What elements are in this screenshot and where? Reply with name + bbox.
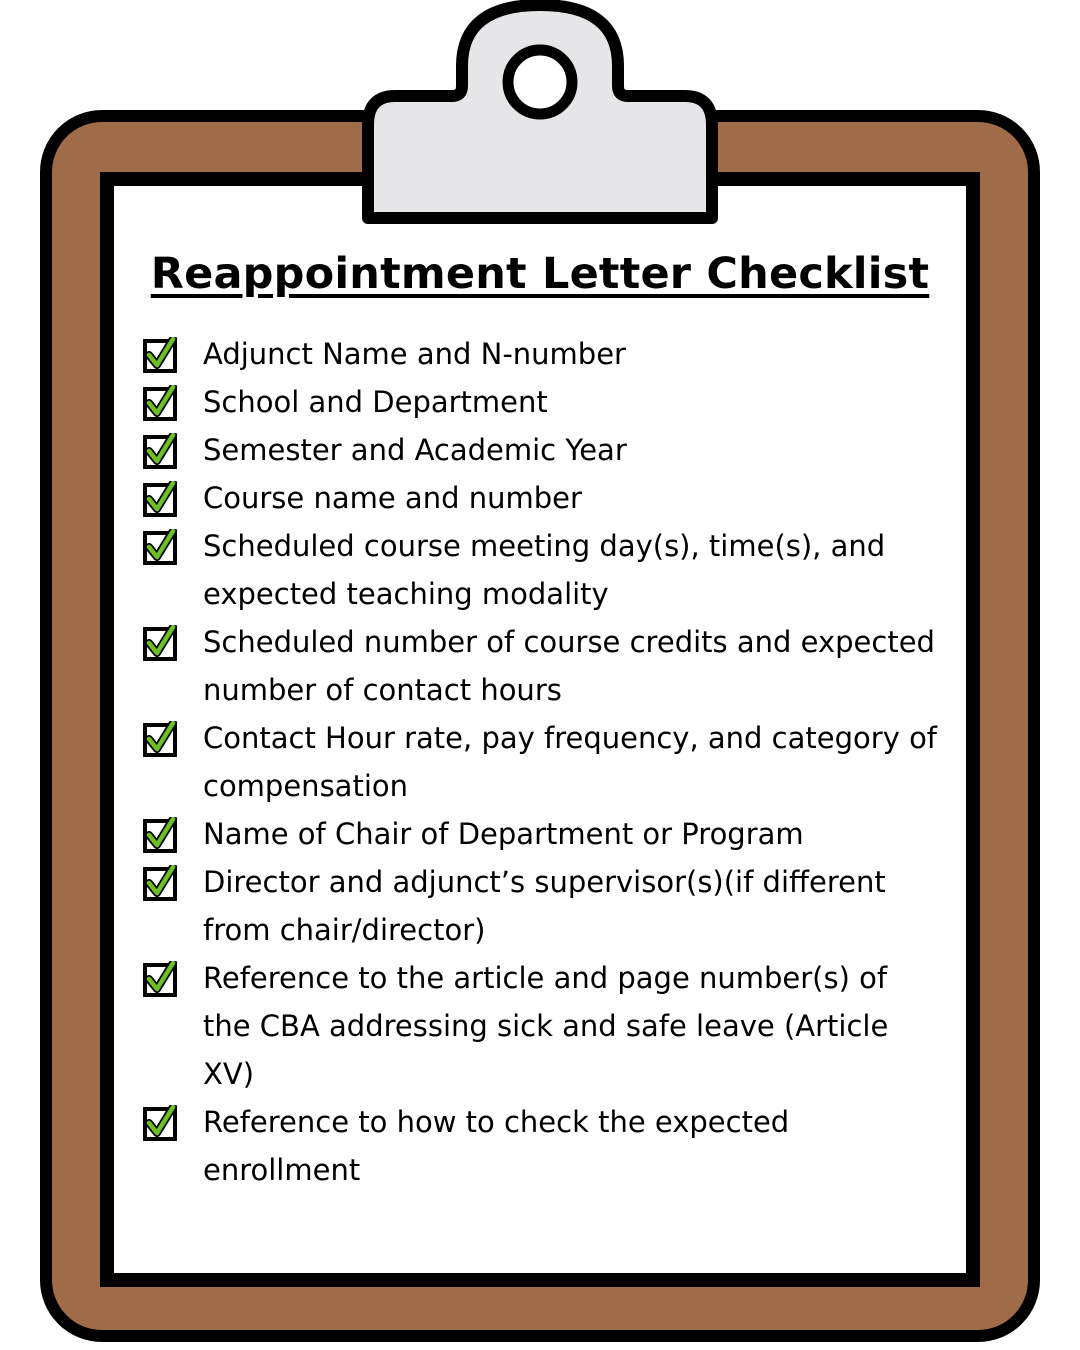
checklist-title-text: Reappointment Letter Checklist [150,249,930,299]
checklist-item [143,810,943,858]
checklist-item-label: Reference to the article and page number(s) of the CBA addressing sick and safe leave (Article XV) [203,961,889,1091]
checklist-item-label: Semester and Academic Year [203,433,627,467]
checked-box-icon [143,433,179,469]
checklist-item-label: Adjunct Name and N-number [203,337,626,371]
checklist-item [143,378,943,426]
checklist-title [0,246,1080,302]
checklist-item [143,522,943,618]
checked-box-icon [143,481,179,517]
checklist-item [143,330,943,378]
checked-box-icon [143,385,179,421]
checked-box-icon [143,817,179,853]
checklist-item [143,474,943,522]
checklist-item [143,954,943,1098]
checklist-item-label: School and Department [203,385,548,419]
checklist-item [143,714,943,810]
checklist-item-label: Scheduled number of course credits and expected number of contact hours [203,625,935,707]
checked-box-icon [143,1105,179,1141]
checklist-item-label: Director and adjunct’s supervisor(s)(if different from chair/director) [203,865,886,947]
checklist-item-label: Name of Chair of Department or Program [203,817,804,851]
checklist-item [143,618,943,714]
clipboard-clip-icon [0,0,1080,240]
checklist-item-label: Course name and number [203,481,582,515]
checked-box-icon [143,961,179,997]
checked-box-icon [143,529,179,565]
checklist-item-label: Reference to how to check the expected enrollment [203,1105,790,1187]
checked-box-icon [143,865,179,901]
checklist-item-label: Contact Hour rate, pay frequency, and category of compensation [203,721,938,803]
checklist-item-label: Scheduled course meeting day(s), time(s), and expected teaching modality [203,529,886,611]
checklist [143,330,943,1194]
checked-box-icon [143,625,179,661]
checklist-item [143,1098,943,1194]
checklist-item [143,858,943,954]
checked-box-icon [143,337,179,373]
checked-box-icon [143,721,179,757]
checklist-item [143,426,943,474]
